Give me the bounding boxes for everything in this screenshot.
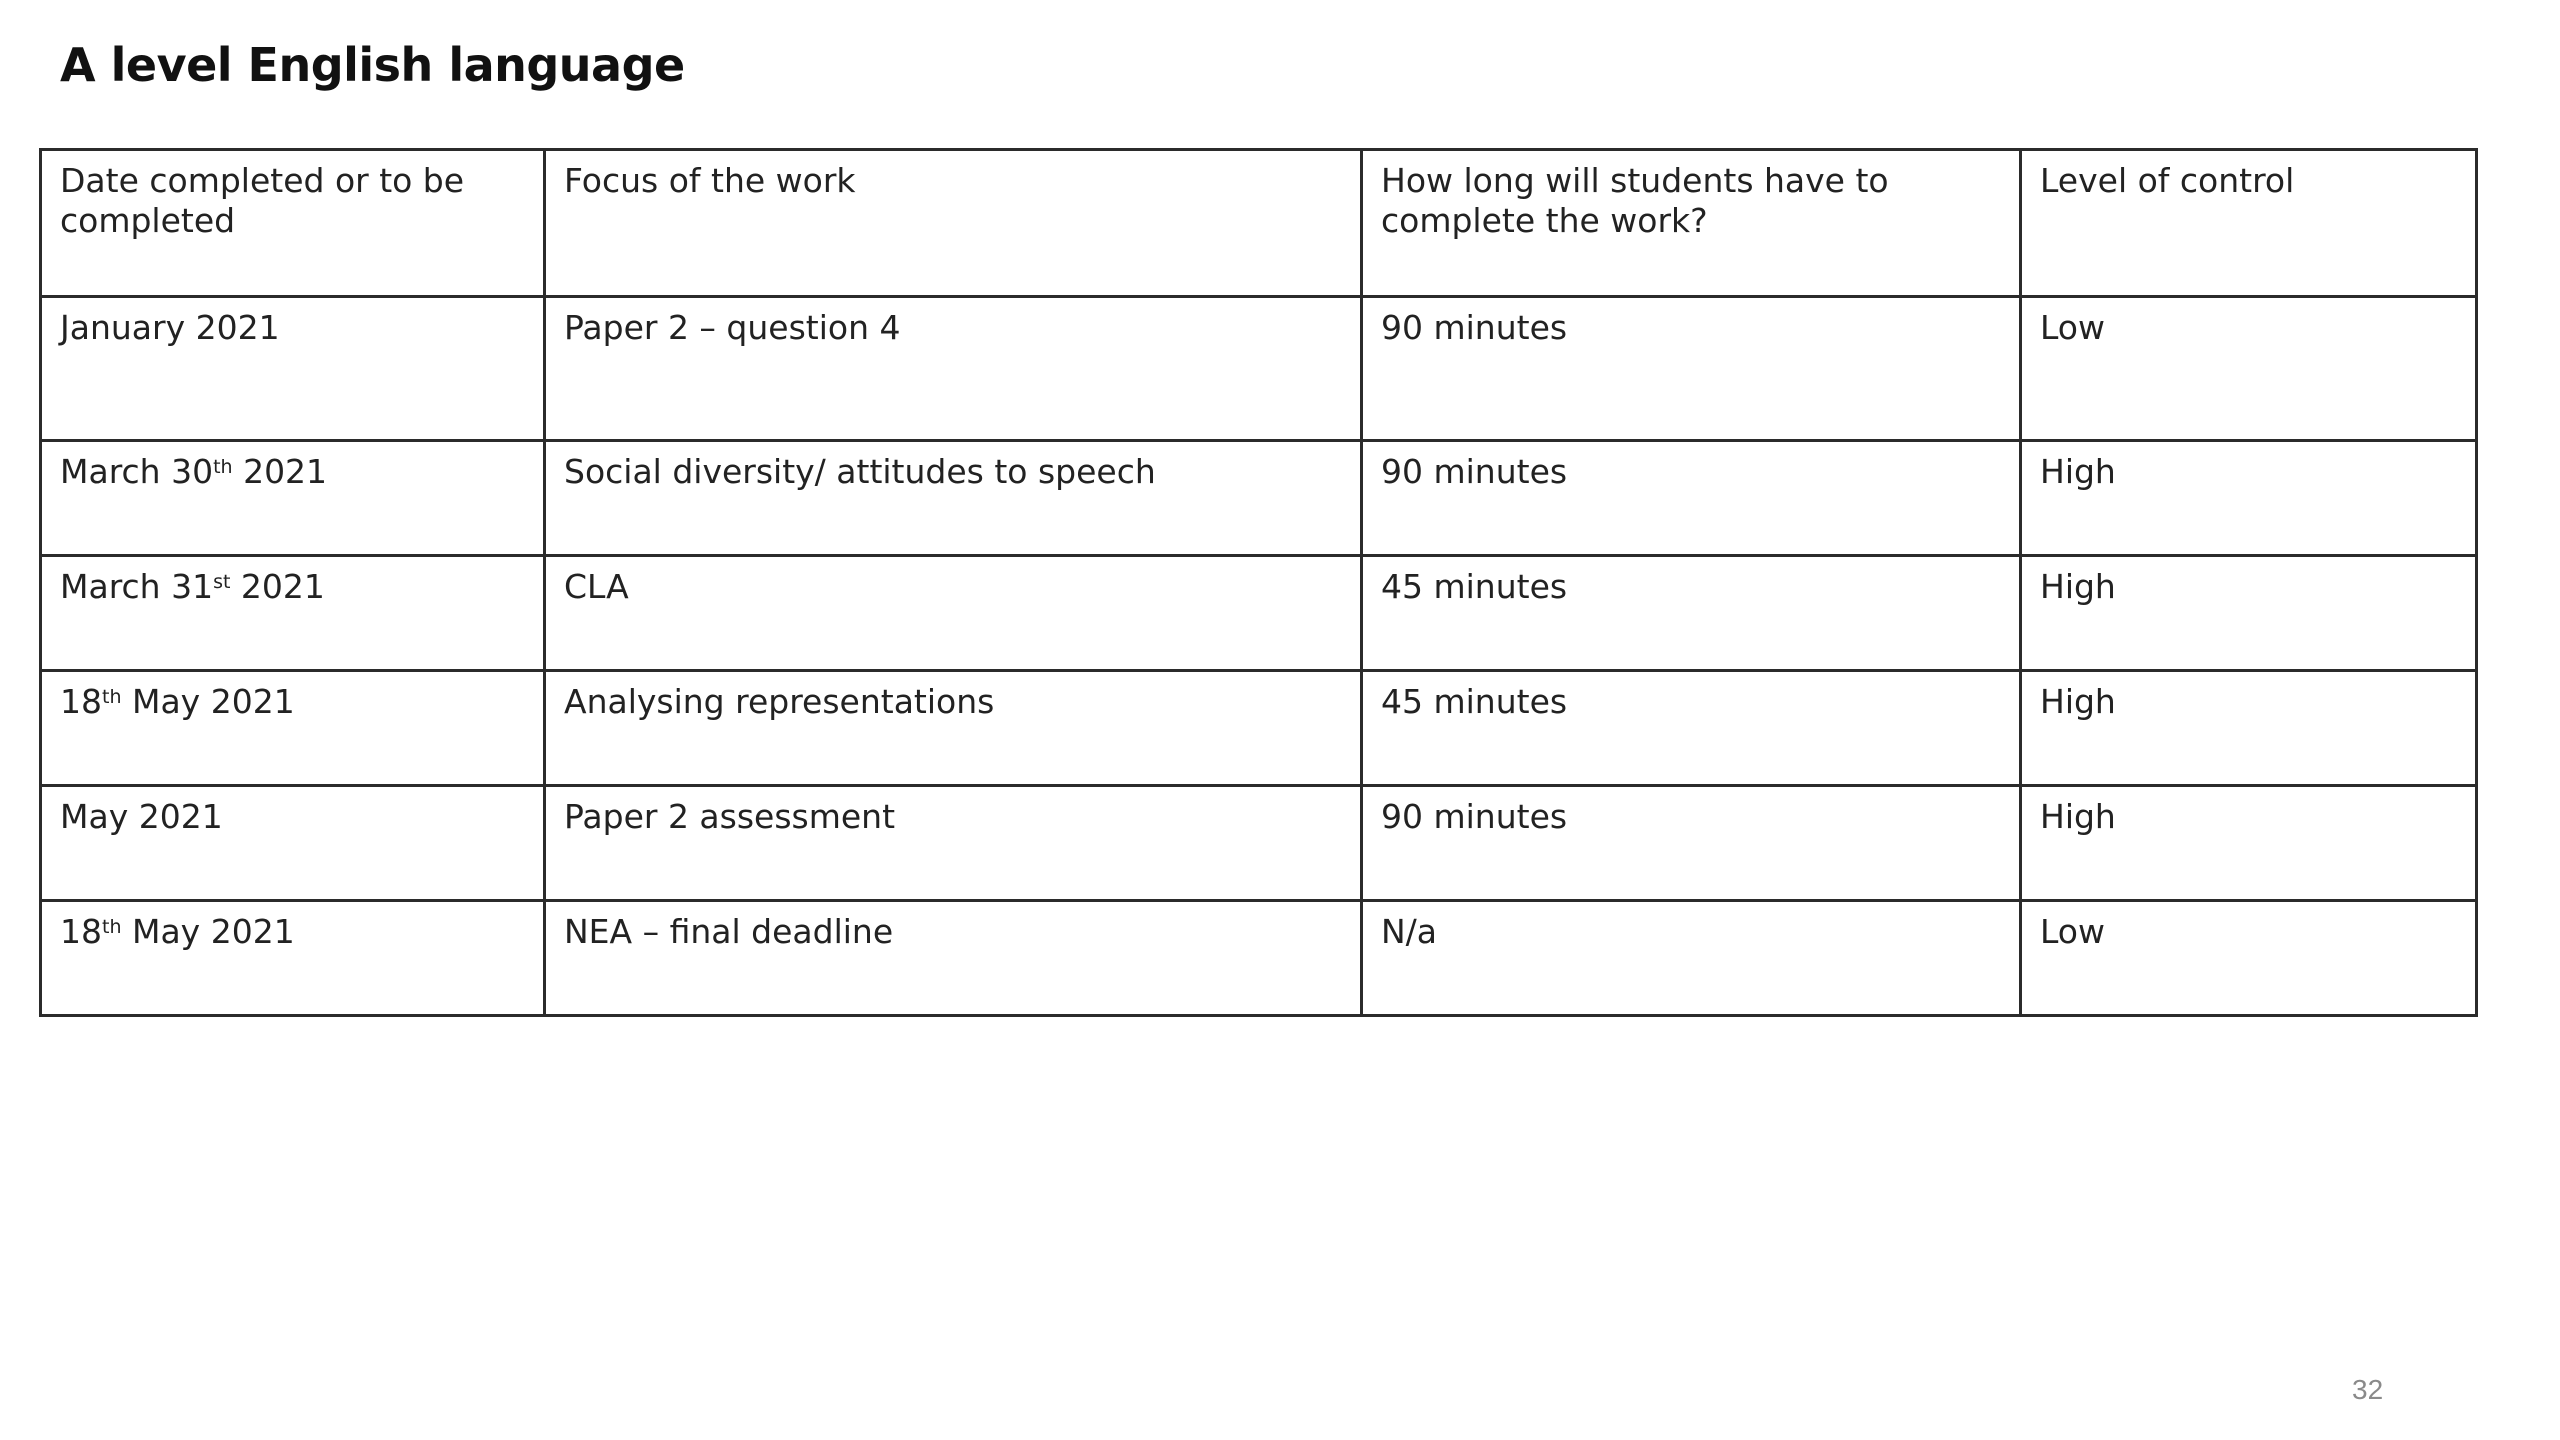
table-row (41, 297, 2477, 441)
cell-focus: Paper 2 assessment (545, 786, 1362, 901)
date-text-rest: May 2021 (121, 682, 295, 721)
cell-focus: Analysing representations (545, 671, 1362, 786)
cell-duration: N/a (1362, 901, 2021, 1016)
date-ordinal-suffix: th (102, 686, 122, 708)
date-text-rest: May 2021 (121, 912, 295, 951)
table-row (41, 671, 2477, 786)
date-text-rest: 2021 (230, 567, 325, 606)
date-text: March 31 (60, 567, 214, 606)
cell-date: May 2021 (41, 786, 545, 901)
cell-focus: Social diversity/ attitudes to speech (545, 441, 1362, 556)
header-date: Date completed or to be completed (41, 150, 545, 297)
cell-control: Low (2021, 901, 2477, 1016)
cell-date (41, 556, 545, 671)
cell-duration: 90 minutes (1362, 786, 2021, 901)
cell-focus: NEA – final deadline (545, 901, 1362, 1016)
cell-focus: CLA (545, 556, 1362, 671)
cell-control: High (2021, 671, 2477, 786)
cell-date (41, 671, 545, 786)
date-ordinal-suffix: st (213, 571, 231, 593)
table-header-row (41, 150, 2477, 297)
cell-duration: 45 minutes (1362, 556, 2021, 671)
cell-duration: 45 minutes (1362, 671, 2021, 786)
assessment-schedule-table (39, 148, 2478, 1017)
cell-control: High (2021, 786, 2477, 901)
table-row (41, 786, 2477, 901)
cell-focus: Paper 2 – question 4 (545, 297, 1362, 441)
header-focus: Focus of the work (545, 150, 1362, 297)
cell-control: High (2021, 556, 2477, 671)
date-ordinal-suffix: th (213, 456, 233, 478)
cell-date: January 2021 (41, 297, 545, 441)
date-text: March 30 (60, 452, 214, 491)
date-text: 18 (60, 912, 102, 951)
cell-control: High (2021, 441, 2477, 556)
table-row (41, 901, 2477, 1016)
header-duration: How long will students have to complete the work? (1362, 150, 2021, 297)
table-row (41, 556, 2477, 671)
cell-date (41, 901, 545, 1016)
date-ordinal-suffix: th (102, 916, 122, 938)
cell-control: Low (2021, 297, 2477, 441)
cell-duration: 90 minutes (1362, 441, 2021, 556)
table-row (41, 441, 2477, 556)
page-number: 32 (2352, 1374, 2384, 1405)
date-text: 18 (60, 682, 102, 721)
cell-date (41, 441, 545, 556)
cell-duration: 90 minutes (1362, 297, 2021, 441)
page-title: A level English language (60, 38, 685, 92)
header-control: Level of control (2021, 150, 2477, 297)
date-text-rest: 2021 (232, 452, 328, 491)
